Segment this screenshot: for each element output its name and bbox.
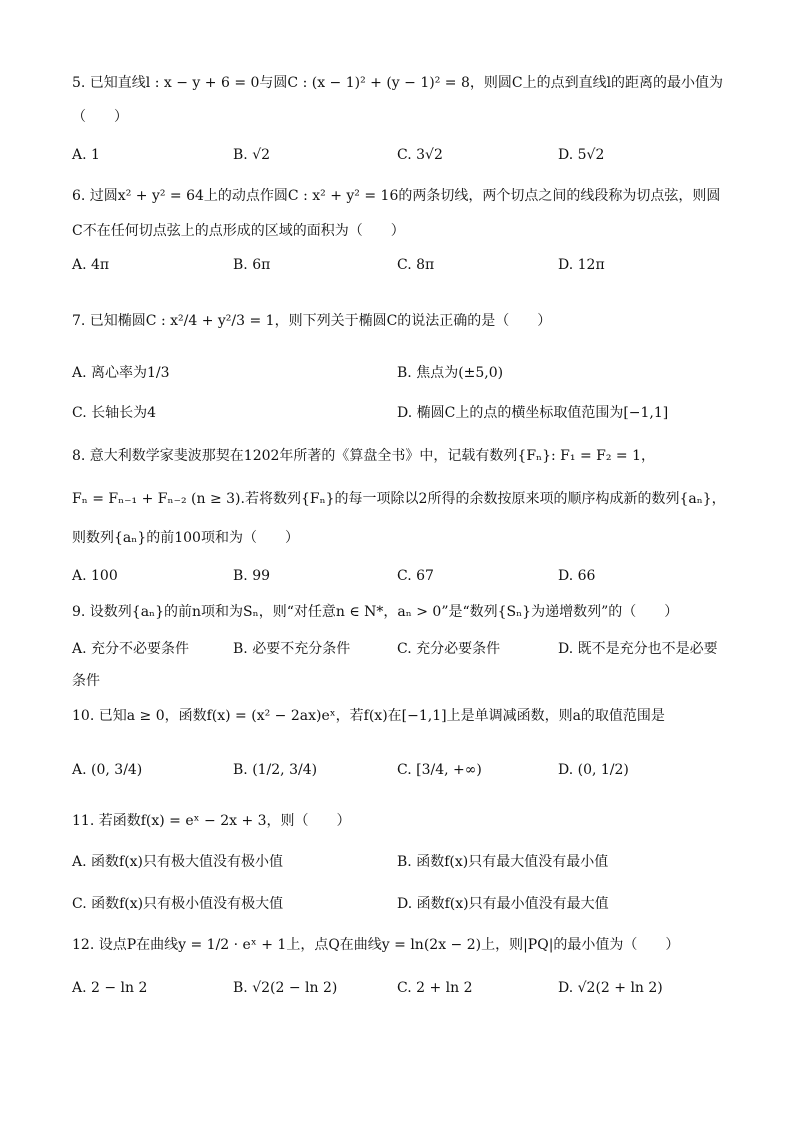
- question-7-option-a: A. 离心率为1/3: [72, 365, 170, 381]
- question-9-option-d: D. 既不是充分也不是必要: [558, 641, 718, 657]
- question-11-option-a: A. 函数f(x)只有极大值没有极小值: [72, 854, 284, 870]
- question-5-stem: [72, 73, 726, 93]
- question-12-stem: 12. 设点P在曲线y = 1/2 · eˣ + 1上，点Q在曲线y = ln(2x − 2)上，则|PQ|的最小值为（ ）: [72, 937, 680, 953]
- question-7-option-b: B. 焦点为(±5,0): [397, 365, 504, 381]
- question-10-option-a: A. (0, 3/4): [72, 762, 143, 778]
- question-10-stem: 10. 已知a ≥ 0，函数f(x) = (x² − 2ax)eˣ，若f(x)在[−1,1]上是单调减函数，则a的取值范围是: [72, 708, 665, 724]
- question-10-option-d: D. (0, 1/2): [558, 762, 629, 778]
- question-8-option-b: B. 99: [233, 568, 271, 584]
- question-5-option-c: C. 3√2: [397, 147, 443, 163]
- question-8-option-d: D. 66: [558, 568, 596, 584]
- question-11-option-c: C. 函数f(x)只有极小值没有极大值: [72, 896, 284, 912]
- question-8-stem: 8. 意大利数学家斐波那契在1202年所著的《算盘全书》中，记载有数列{Fₙ}: F₁ = F₂ = 1，: [72, 448, 656, 464]
- question-5-option-b: B. √2: [233, 147, 271, 163]
- question-5-text: 5. 已知直线l : x − y + 6 = 0与圆C : (x − 1)² + (y − 1)² = 8，则圆C上的点到直线l的距离的最小值为: [72, 75, 724, 91]
- question-7-stem: 7. 已知椭圆C : x²/4 + y²/3 = 1，则下列关于椭圆C的说法正确的是（ ）: [72, 313, 552, 329]
- question-9-stem: 9. 设数列{aₙ}的前n项和为Sₙ，则“对任意n ∈ N*，aₙ > 0”是“数列{Sₙ}为递增数列”的（ ）: [72, 604, 679, 620]
- question-6-stem: 6. 过圆x² + y² = 64上的动点作圆C : x² + y² = 16的两条切线，两个切点之间的线段称为切点弦，则圆: [72, 188, 721, 204]
- question-8-stem-line3: 则数列{aₙ}的前100项和为（ ）: [72, 530, 299, 546]
- question-10-option-c: C. [3/4, +∞): [397, 762, 482, 778]
- question-7-option-c: C. 长轴长为4: [72, 405, 157, 421]
- question-12-option-b: B. √2(2 − ln 2): [233, 980, 338, 996]
- question-6-option-b: B. 6π: [233, 257, 271, 273]
- question-12-option-a: A. 2 − ln 2: [72, 980, 148, 996]
- question-9-option-b: B. 必要不充分条件: [233, 641, 351, 657]
- question-8-stem-line2: Fₙ = Fₙ₋₁ + Fₙ₋₂ (n ≥ 3).若将数列{Fₙ}的每一项除以2所得的余数按原来项的顺序构成新的数列{aₙ}，: [72, 491, 726, 507]
- question-11-option-b: B. 函数f(x)只有最大值没有最小值: [397, 854, 609, 870]
- question-5-option-d: D. 5√2: [558, 147, 605, 163]
- question-11-option-d: D. 函数f(x)只有最小值没有最大值: [397, 896, 609, 912]
- question-10-option-b: B. (1/2, 3/4): [233, 762, 318, 778]
- question-6-option-c: C. 8π: [397, 257, 435, 273]
- question-6-stem-line2: C不在任何切点弦上的点形成的区域的面积为（ ）: [72, 223, 405, 239]
- question-9-option-a: A. 充分不必要条件: [72, 641, 190, 657]
- question-5-option-a: A. 1: [72, 147, 100, 163]
- question-8-option-a: A. 100: [72, 568, 118, 584]
- question-12-option-c: C. 2 + ln 2: [397, 980, 473, 996]
- question-5-stem-bracket: （ ）: [72, 109, 128, 125]
- question-8-option-c: C. 67: [397, 568, 434, 584]
- question-11-stem: 11. 若函数f(x) = eˣ − 2x + 3，则（ ）: [72, 813, 351, 829]
- question-9-option-c: C. 充分必要条件: [397, 641, 501, 657]
- question-12-option-d: D. √2(2 + ln 2): [558, 980, 663, 996]
- question-9-option-d-continuation: 条件: [72, 673, 100, 689]
- question-7-option-d: D. 椭圆C上的点的横坐标取值范围为[−1,1]: [397, 405, 669, 421]
- question-6-option-d: D. 12π: [558, 257, 605, 273]
- question-6-option-a: A. 4π: [72, 257, 110, 273]
